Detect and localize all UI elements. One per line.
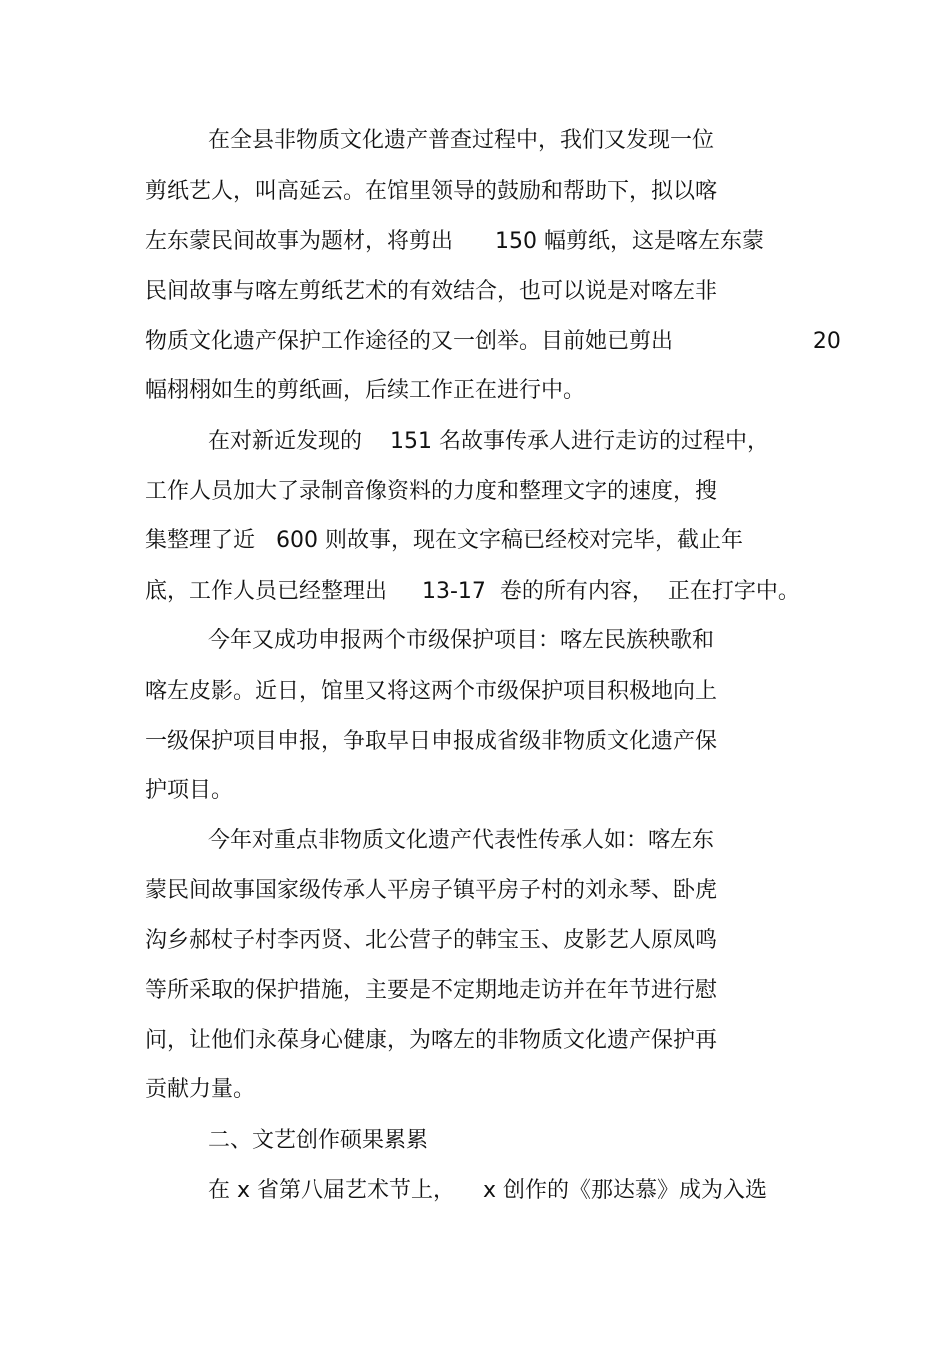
- text-line: 民间故事与喀左剪纸艺术的有效结合，也可以说是对喀左非: [145, 279, 718, 304]
- text-line: 蒙民间故事国家级传承人平房子镇平房子村的刘永琴、卧虎: [145, 878, 718, 903]
- text-line: 剪纸艺人，叫高延云。在馆里领导的鼓励和帮助下，拟以喀: [145, 179, 718, 204]
- text-line: 在对新近发现的 151 名故事传承人进行走访的过程中，: [208, 429, 769, 454]
- text-line: 左东蒙民间故事为题材，将剪出 150 幅剪纸，这是喀左东蒙: [145, 229, 764, 254]
- text-line: 幅栩栩如生的剪纸画，后续工作正在进行中。: [145, 378, 586, 403]
- text-line: 在 x 省第八届艺术节上， x 创作的《那达慕》成为入选: [208, 1178, 767, 1203]
- section-heading: 二、文艺创作硕果累累: [208, 1128, 429, 1153]
- text-line: 工作人员加大了录制音像资料的力度和整理文字的速度，搜: [145, 479, 718, 504]
- text-line: 一级保护项目申报，争取早日申报成省级非物质文化遗产保: [145, 729, 718, 754]
- text-line: 贡献力量。: [145, 1077, 256, 1102]
- text-line: 沟乡郝杖子村李丙贤、北公营子的韩宝玉、皮影艺人原凤鸣: [145, 928, 718, 953]
- text-line: 集整理了近 600 则故事，现在文字稿已经校对完毕，截止年: [145, 528, 743, 553]
- text-line: 问，让他们永葆身心健康，为喀左的非物质文化遗产保护再: [145, 1028, 718, 1053]
- text-line: 底，工作人员已经整理出 13-17 卷的所有内容， 正在打字中。: [145, 579, 800, 604]
- text-line: 护项目。: [145, 778, 234, 803]
- text-line: 等所采取的保护措施，主要是不定期地走访并在年节进行慰: [145, 978, 718, 1003]
- text-line: 物质文化遗产保护工作途径的又一创举。目前她已剪出 20: [145, 329, 841, 354]
- text-line: 今年对重点非物质文化遗产代表性传承人如：喀左东: [208, 828, 715, 853]
- text-line: 今年又成功申报两个市级保护项目：喀左民族秧歌和: [208, 628, 715, 653]
- text-line: 喀左皮影。近日，馆里又将这两个市级保护项目积极地向上: [145, 679, 718, 704]
- text-line: 在全县非物质文化遗产普查过程中，我们又发现一位: [208, 128, 715, 153]
